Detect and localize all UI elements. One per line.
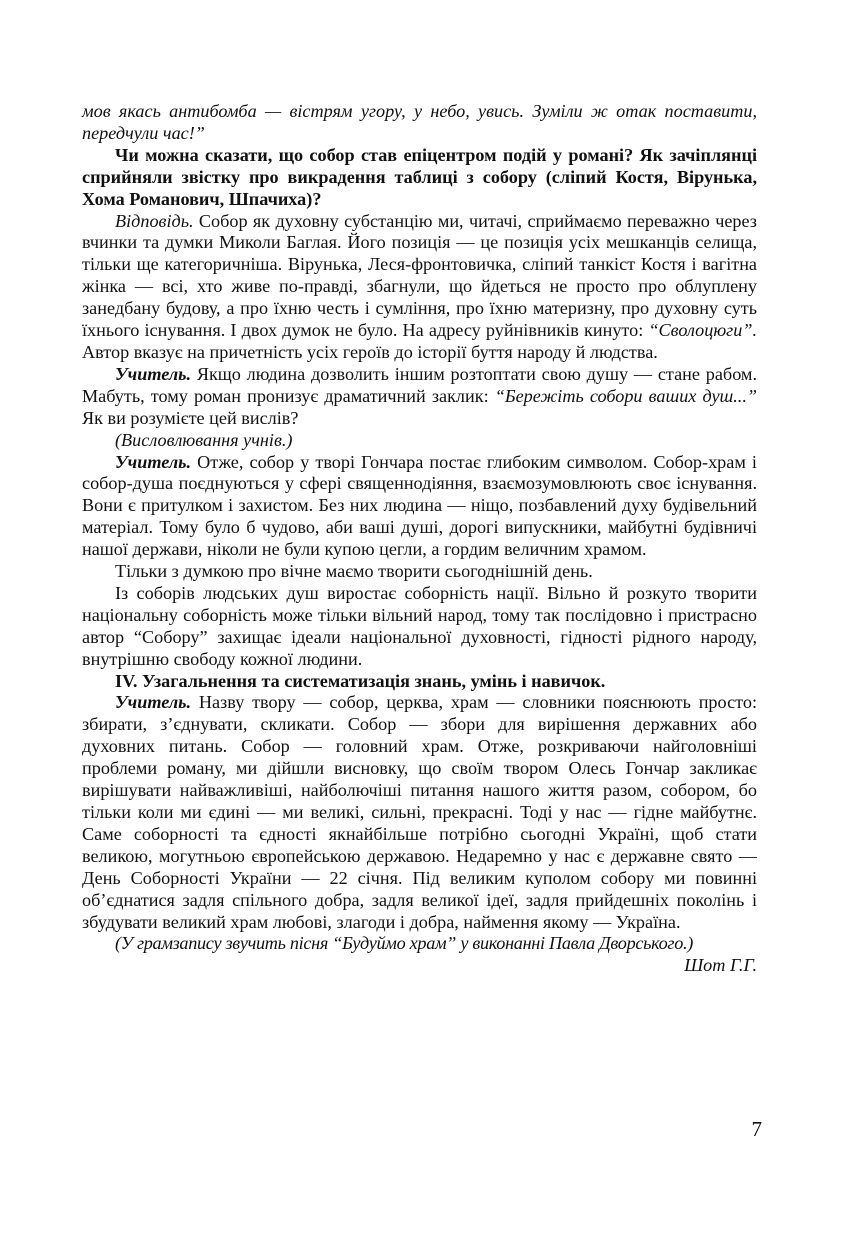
teacher-paragraph-1	[82, 364, 757, 430]
answer-text: Собор як духовну субстанцію ми, читачі, сприймаємо переважно через вчинки та думки Миколи Баглая. Його позиція — це позиція усіх мешканців селища, тільки ще категоричніша. Вірунька, Леся-фронтовичка, сліпий танкіст Костя і вагітна жінка — всі, хто живе по-правді, збагнули, що йдеться не просто про облуплену занедбану будову, а про їхню честь і сумління, про їхню материзну, про духовну суть їхнього існування. І двох думок не було. На адресу руйнівників кинуто:	[82, 210, 757, 341]
teacher-label: Учитель.	[115, 363, 192, 384]
thought-paragraph: Тільки з думкою про вічне маємо творити сьогоднішній день.	[115, 561, 593, 582]
students-remark: (Висловлювання учнів.)	[115, 429, 293, 450]
question-paragraph: Чи можна сказати, що собор став епіцентром подій у романі? Як зачіплянці сприйняли звістку про викрадення таблиці з собору (сліпий Костя, Вірунька, Хома Романович, Шпачиха)?	[82, 144, 757, 209]
teacher-text: Отже, собор у творі Гончара постає глибоким символом. Собор-храм і собор-душа поєднуються у сфері священнодіяння, взаємозумовлюють своє існування. Вони є притулком і захистом. Без них людина — ніщо, позбавлений духу будівельний матеріал. Тому було б чудово, аби ваші душі, дорогі випускники, майбутні будівничі нашої держави, ніколи не були купою цегли, а гордим величним храмом.	[82, 451, 757, 560]
section-heading: IV. Узагальнення та систематизація знань, умінь і навичок.	[115, 670, 606, 691]
page-body	[82, 101, 757, 977]
record-remark: (У грамзапису звучить пісня “Будуймо храм” у виконанні Павла Дворського.)	[115, 933, 694, 954]
teacher-text: Назву твору — собор, церква, храм — словники пояснюють просто: збирати, з’єднувати, скликати. Собор — збори для вирішення державних або духовних питань. Собор — головний храм. Отже, розкриваючи найголовніші проблеми роману, ми дійшли висновку, що своїм твором Олесь Гончар закликає вирішувати найважливіші, найболючіші питання нашого життя разом, собором, бо тільки коли ми єдині — ми великі, сильні, прекрасні. Тоді у нас — гідне майбутнє. Саме соборності та єдності якнайбільше потрібно сьогодні Україні, щоб стати великою, могутньою європейською державою. Недаремно у нас є державне свято — День Соборності України — 22 січня. Під великим куполом собору ми повинні об’єднатися задля спільного добра, задля великої ідеї, задля прийдешніх поколінь і збудувати великий храм любові, злагоди і добра, наймення якому — Україна.	[82, 692, 757, 932]
answer-paragraph	[82, 211, 757, 364]
teacher-text: Якщо людина дозволить іншим розтоптати свою душу — стане рабом. Мабуть, тому роман пронизує драматичний заклик:	[82, 363, 757, 406]
teacher-label: Учитель.	[115, 692, 192, 713]
sobornist-paragraph: Із соборів людських душ виростає соборність нації. Вільно й розкуто творити національну соборність може тільки вільний народ, тому так послідовно і пристрасно автор “Собору” захищає ідеали національної духовності, гідності рідного народу, внутрішню свободу кожної людини.	[82, 582, 757, 669]
teacher-paragraph-3	[82, 692, 757, 933]
answer-label: Відповідь.	[115, 210, 194, 231]
answer-quote: “Сволоцюги”.	[648, 320, 757, 341]
intro-quote-paragraph: мов якась антибомба — вістрям угору, у небо, увись. Зуміли ж отак поставити, передчули час!”	[82, 101, 757, 143]
teacher-label: Учитель.	[115, 451, 192, 472]
page-number: 7	[751, 1117, 762, 1141]
teacher-quote: “Бережіть собори ваших душ...”	[494, 385, 758, 406]
author-signature: Шот Г.Г.	[684, 955, 757, 976]
teacher-paragraph-2	[82, 452, 757, 562]
teacher-question: Як ви розумієте цей вислів?	[82, 407, 299, 428]
answer-text-end: Автор вказує на причетність усіх героїв до історії буття народу й людства.	[82, 341, 658, 362]
